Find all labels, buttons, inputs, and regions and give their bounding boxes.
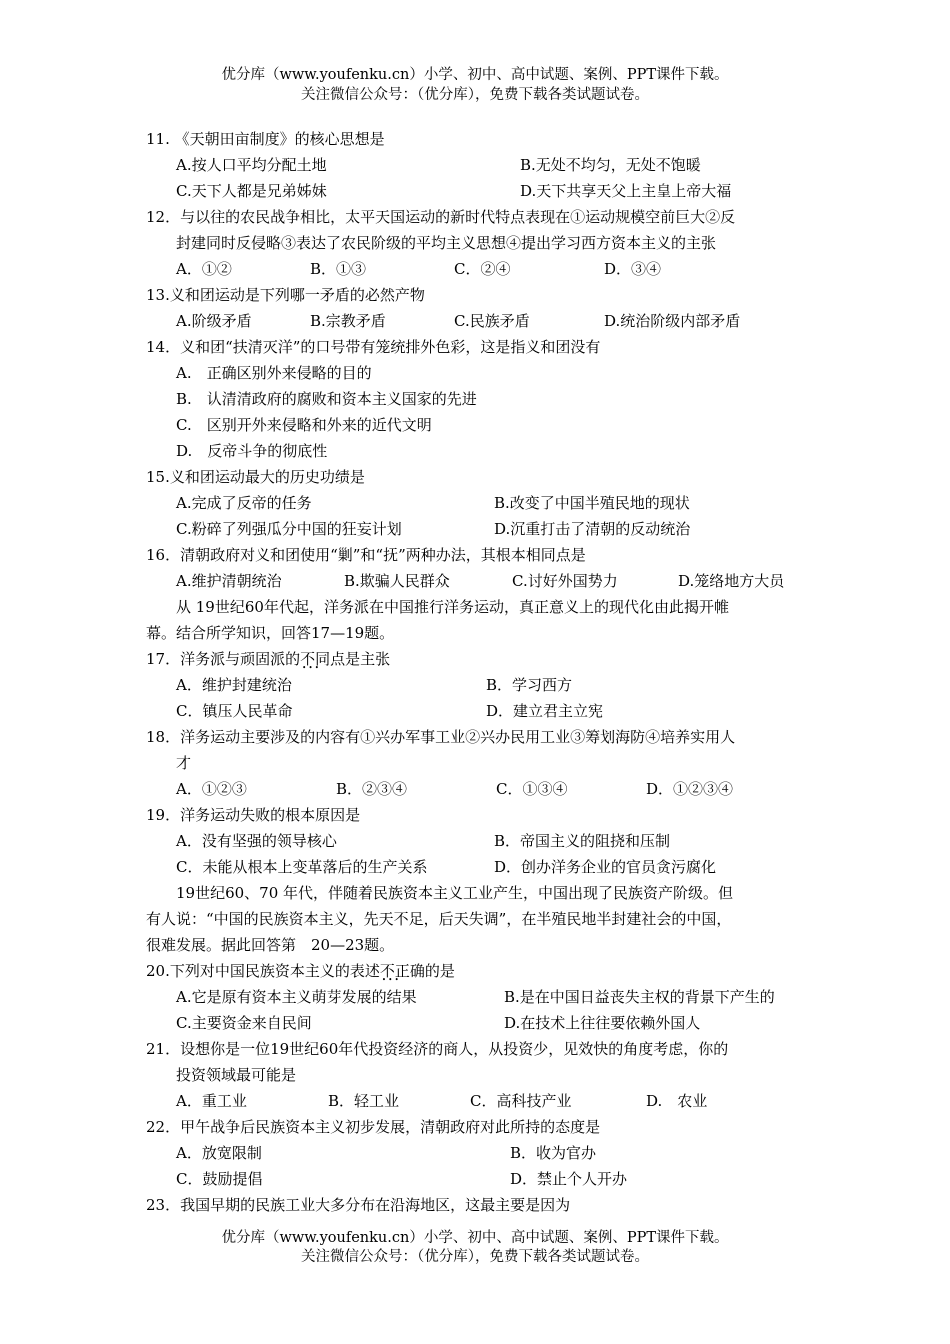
footer-line-2: 关注微信公众号：（优分库），免费下载各类试题试卷。: [301, 1249, 649, 1265]
q15-stem: 15.义和团运动最大的历史功绩是: [146, 468, 365, 486]
q18-stem-line-2: 才: [176, 754, 192, 772]
q18-option-c: C．①③④: [496, 780, 568, 798]
q11-stem: 11. 《天朝田亩制度》的核心思想是: [146, 130, 385, 148]
q18-option-b: B．②③④: [336, 780, 408, 798]
q15-option-c: C.粉碎了列强瓜分中国的狂妄计划: [176, 520, 402, 538]
q17-stem-pre: 17．洋务派与顽固派的: [146, 650, 301, 668]
q17-emphasis: 不同点 • • •: [300, 649, 345, 669]
q15-option-d: D.沉重打击了清朝的反动统治: [494, 520, 691, 538]
q20-stem: [146, 961, 455, 981]
q22-option-d: D．禁止个人开办: [510, 1170, 628, 1188]
q19-option-b: B．帝国主义的阻挠和压制: [494, 832, 671, 850]
q15-option-a: A.完成了反帝的任务: [176, 494, 312, 512]
q14-option-a: A. 正确区别外来侵略的目的: [176, 364, 372, 382]
q13-option-b: B.宗教矛盾: [310, 312, 386, 330]
q21-stem-line-1: 21．设想你是一位19世纪60年代投资经济的商人，从投资少，见效快的角度考虑，你的: [146, 1040, 729, 1058]
q17-stem: [146, 649, 390, 669]
q16-option-b: B.欺骗人民群众: [344, 572, 450, 590]
q14-option-b: B. 认清清政府的腐败和资本主义国家的先进: [176, 390, 477, 408]
q13-option-c: C.民族矛盾: [454, 312, 530, 330]
q20-option-c: C.主要资金来自民间: [176, 1014, 312, 1032]
q11-option-b: B.无处不均匀，无处不饱暖: [520, 156, 701, 174]
q21-stem-line-2: 投资领域最可能是: [176, 1066, 297, 1084]
q16-option-d: D.笼络地方大员: [678, 572, 785, 590]
q19-option-c: C．未能从根本上变革落后的生产关系: [176, 858, 428, 876]
q20-option-d: D.在技术上往往要依赖外国人: [504, 1014, 701, 1032]
q18-option-d: D．①②③④: [646, 780, 734, 798]
q20-emphasis: 不正确 • • •: [380, 961, 425, 981]
q13-stem: 13.义和团运动是下列哪一矛盾的必然产物: [146, 286, 425, 304]
q14-stem: 14．义和团“扶清灭洋”的口号带有笼统排外色彩，这是指义和团没有: [146, 338, 601, 356]
q18-stem-line-1: 18．洋务运动主要涉及的内容有①兴办军事工业②兴办民用工业③筹划海防④培养实用人: [146, 728, 736, 746]
q18-option-a: A．①②③: [176, 780, 247, 798]
q15-option-b: B.改变了中国半殖民地的现状: [494, 494, 690, 512]
q20-option-a: A.它是原有资本主义萌芽发展的结果: [176, 988, 417, 1006]
q11-option-c: C.天下人都是兄弟姊妹: [176, 182, 327, 200]
q22-option-b: B．收为官办: [510, 1144, 597, 1162]
q12-stem-line-1: 12．与以往的农民战争相比，太平天国运动的新时代特点表现在①运动规模空前巨大②反: [146, 208, 736, 226]
intro-17-19-line-2: 幕。结合所学知识，回答17—19题。: [146, 624, 395, 642]
q14-option-d: D. 反帝斗争的彻底性: [176, 442, 328, 460]
q22-stem: 22．甲午战争后民族资本主义初步发展，清朝政府对此所持的态度是: [146, 1118, 601, 1136]
q17-option-a: A．维护封建统治: [176, 676, 292, 694]
q17-option-d: D．建立君主立宪: [486, 702, 604, 720]
intro-20-23-line-2: 有人说：“中国的民族资本主义，先天不足，后天失调”，在半殖民地半封建社会的中国，: [146, 910, 732, 928]
q22-option-c: C．鼓励提倡: [176, 1170, 263, 1188]
intro-17-19-line-1: 从 19世纪60年代起，洋务派在中国推行洋务运动，真正意义上的现代化由此揭开帷: [176, 598, 729, 616]
q12-option-c: C．②④: [454, 260, 511, 278]
q21-option-a: A．重工业: [176, 1092, 247, 1110]
q17-stem-post: 是主张: [345, 650, 391, 668]
q17-option-c: C．镇压人民革命: [176, 702, 293, 720]
q21-option-c: C．高科技产业: [470, 1092, 572, 1110]
q11-option-d: D.天下共享天父上主皇上帝大福: [520, 182, 732, 200]
q20-stem-post: 的是: [424, 962, 455, 980]
q19-option-a: A．没有坚强的领导核心: [176, 832, 337, 850]
footer-line-1: 优分库（www.youfenku.cn）小学、初中、高中试题、案例、PPT课件下载。: [221, 1230, 729, 1246]
q16-stem: 16．清朝政府对义和团使用“剿”和“抚”两种办法，其根本相同点是: [146, 546, 586, 564]
q13-option-d: D.统治阶级内部矛盾: [604, 312, 741, 330]
header-line-2: 关注微信公众号：（优分库），免费下载各类试题试卷。: [301, 87, 649, 103]
intro-20-23-line-3: 很难发展。据此回答第 20—23题。: [146, 936, 395, 954]
q11-option-a: A.按人口平均分配土地: [176, 156, 327, 174]
q14-option-c: C. 区别开外来侵略和外来的近代文明: [176, 416, 432, 434]
q16-option-a: A.维护清朝统治: [176, 572, 282, 590]
q12-stem-line-2: 封建同时反侵略③表达了农民阶级的平均主义思想④提出学习西方资本主义的主张: [176, 234, 717, 252]
q16-option-c: C.讨好外国势力: [512, 572, 618, 590]
intro-20-23-line-1: 19世纪60、70 年代，伴随着民族资本主义工业产生，中国出现了民族资产阶级。但: [176, 884, 734, 902]
q22-option-a: A．放宽限制: [176, 1144, 262, 1162]
q12-option-b: B．①③: [310, 260, 367, 278]
q19-option-d: D．创办洋务企业的官员贪污腐化: [494, 858, 717, 876]
q17-option-b: B．学习西方: [486, 676, 573, 694]
q12-option-d: D．③④: [604, 260, 662, 278]
q13-option-a: A.阶级矛盾: [176, 312, 252, 330]
header-line-1: 优分库（www.youfenku.cn）小学、初中、高中试题、案例、PPT课件下载。: [221, 67, 729, 83]
q21-option-b: B．轻工业: [328, 1092, 400, 1110]
q12-option-a: A．①②: [176, 260, 232, 278]
q21-option-d: D. 农业: [646, 1092, 708, 1110]
q23-stem: 23．我国早期的民族工业大多分布在沿海地区，这最主要是因为: [146, 1196, 571, 1214]
q20-option-b: B.是在中国日益丧失主权的背景下产生的: [504, 988, 775, 1006]
q19-stem: 19．洋务运动失败的根本原因是: [146, 806, 361, 824]
q20-stem-pre: 20.下列对中国民族资本主义的表述: [146, 962, 380, 980]
